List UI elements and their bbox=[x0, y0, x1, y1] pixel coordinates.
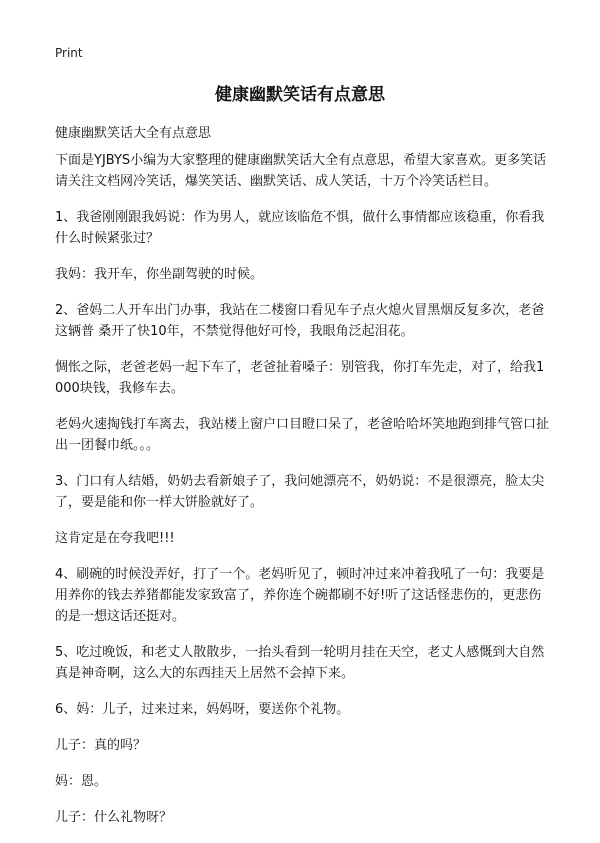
paragraph-joke-6: 6、妈：儿子，过来过来，妈妈呀，要送你个礼物。 bbox=[55, 702, 350, 717]
paragraph-joke-2: 2、爸妈二人开车出门办事，我站在二楼窗口看见车子点火熄火冒黑烟反复多次，老爸这辆普 桑开了快10年，不禁觉得他好可怜，我眼角泛起泪花。 bbox=[55, 303, 545, 339]
paragraph-joke-3-comment: 这肯定是在夸我吧!!! bbox=[55, 531, 175, 546]
paragraph-intro: 下面是YJBYS小编为大家整理的健康幽默笑话大全有点意思，希望大家喜欢。更多笑话请关注文档网冷笑话，爆笑笑话、幽默笑话、成人笑话，十万个冷笑话栏目。 bbox=[55, 153, 547, 189]
article-body bbox=[55, 150, 550, 843]
paragraph-joke-1: 1、我爸刚刚跟我妈说：作为男人，就应该临危不惧，做什么事情都应该稳重，你看我什么时候紧张过？ bbox=[55, 210, 545, 246]
document-subtitle: 健康幽默笑话大全有点意思 bbox=[55, 126, 212, 141]
dialogue-line: 儿子：什么礼物呀？ bbox=[55, 810, 173, 825]
dialogue-line: 儿子：真的吗？ bbox=[55, 738, 147, 753]
paragraph-joke-2-ending: 老妈火速掏钱打车离去，我站楼上窗户口目瞪口呆了，老爸哈哈坏笑地跑到排气管口扯出一团餐巾纸。。。 bbox=[55, 417, 550, 453]
print-link[interactable]: Print bbox=[55, 46, 83, 60]
paragraph-joke-2-continued: 惆怅之际，老爸老妈一起下车了，老爸扯着嗓子：别管我，你打车先走，对了，给我1000块钱，我修车去。 bbox=[55, 360, 545, 396]
dialogue-line: 妈：恩。 bbox=[55, 774, 108, 789]
paragraph-joke-1-reply: 我妈：我开车，你坐副驾驶的时候。 bbox=[55, 267, 264, 282]
paragraph-joke-5: 5、吃过晚饭，和老丈人散散步，一抬头看到一轮明月挂在天空，老丈人感慨到大自然真是神奇啊，这么大的东西挂天上居然不会掉下来。 bbox=[55, 645, 545, 681]
paragraph-joke-3: 3、门口有人结婚，奶奶去看新娘子了，我问她漂亮不，奶奶说：不是很漂亮，脸太尖了，要是能和你一样大饼脸就好了。 bbox=[55, 474, 545, 510]
paragraph-joke-4: 4、刷碗的时候没弄好，打了一个。老妈听见了，顿时冲过来冲着我吼了一句：我要是用养你的钱去养猪都能发家致富了，养你连个碗都刷不好!听了这话怪悲伤的，更悲伤的是一想这话还挺对。 bbox=[55, 567, 545, 624]
document-title: 健康幽默笑话有点意思 bbox=[215, 85, 385, 105]
